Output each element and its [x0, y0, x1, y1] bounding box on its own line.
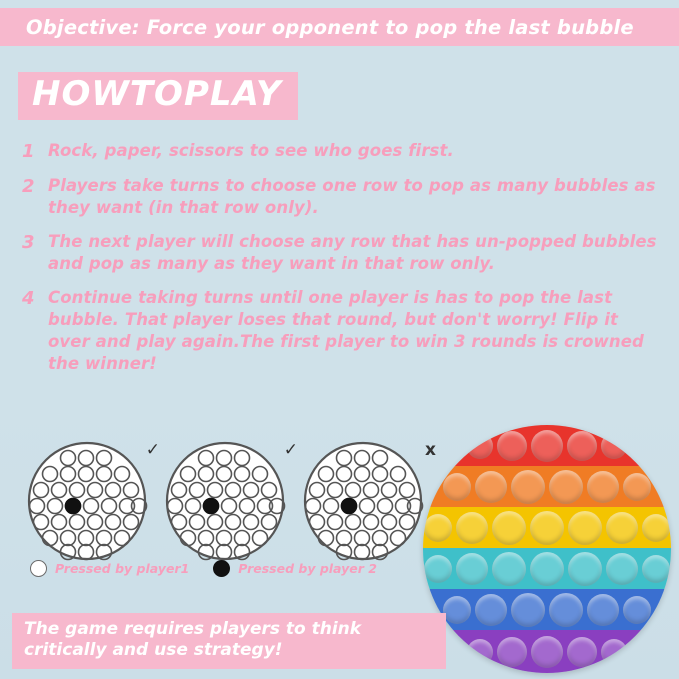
example-diagram-3 [300, 436, 430, 566]
step-number: 1 [22, 141, 35, 162]
legend-label-player1: Pressed by player1 [55, 561, 190, 576]
legend-swatch-white [30, 560, 47, 577]
step-text: The next player will choose any row that has un-popped bubbles and pop as many as they want in that row only. [48, 232, 657, 273]
popit-diagram-svg [24, 436, 154, 566]
step-number: 2 [22, 176, 35, 197]
popit-row-red [423, 425, 671, 466]
list-item [22, 140, 662, 163]
popit-row-purple [423, 630, 671, 673]
instruction-list [22, 140, 662, 387]
list-item [22, 175, 662, 219]
example-diagram-1 [24, 436, 160, 566]
step-number: 3 [22, 232, 35, 253]
step-text: Rock, paper, scissors to see who goes first. [48, 141, 454, 160]
popit-row-teal [423, 548, 671, 589]
step-text: Continue taking turns until one player is has to pop the last bubble. That player loses that round, but don't worry! Flip it over and play again.The first player to win 3 rounds is crowned the winner! [48, 288, 644, 373]
legend-label-player2: Pressed by player 2 [238, 561, 377, 576]
objective-text: Objective: Force your opponent to pop the last bubble [26, 15, 634, 39]
step-text: Players take turns to choose one row to pop as many bubbles as they want (in that row only). [48, 176, 656, 217]
footer-line-1: The game requires players to think [24, 619, 362, 639]
check-icon: ✓ [283, 440, 298, 460]
legend-swatch-black [213, 560, 230, 577]
how-to-play-title-banner [18, 72, 298, 120]
example-diagram-2 [162, 436, 298, 566]
objective-banner [0, 8, 679, 46]
footer-banner [12, 613, 446, 669]
example-diagrams [14, 436, 444, 566]
popit-diagram-svg [162, 436, 292, 566]
popit-toy-photo [423, 425, 671, 673]
popit-row-orange [423, 466, 671, 507]
page-title: HOWTOPLAY [32, 74, 282, 114]
popit-row-yellow [423, 507, 671, 548]
check-icon: ✓ [145, 440, 160, 460]
list-item [22, 287, 662, 375]
footer-line-2: critically and use strategy! [24, 640, 283, 660]
list-item [22, 231, 662, 275]
step-number: 4 [22, 288, 35, 309]
popit-row-blue [423, 589, 671, 630]
popit-diagram-svg [300, 436, 430, 566]
legend [30, 560, 393, 577]
